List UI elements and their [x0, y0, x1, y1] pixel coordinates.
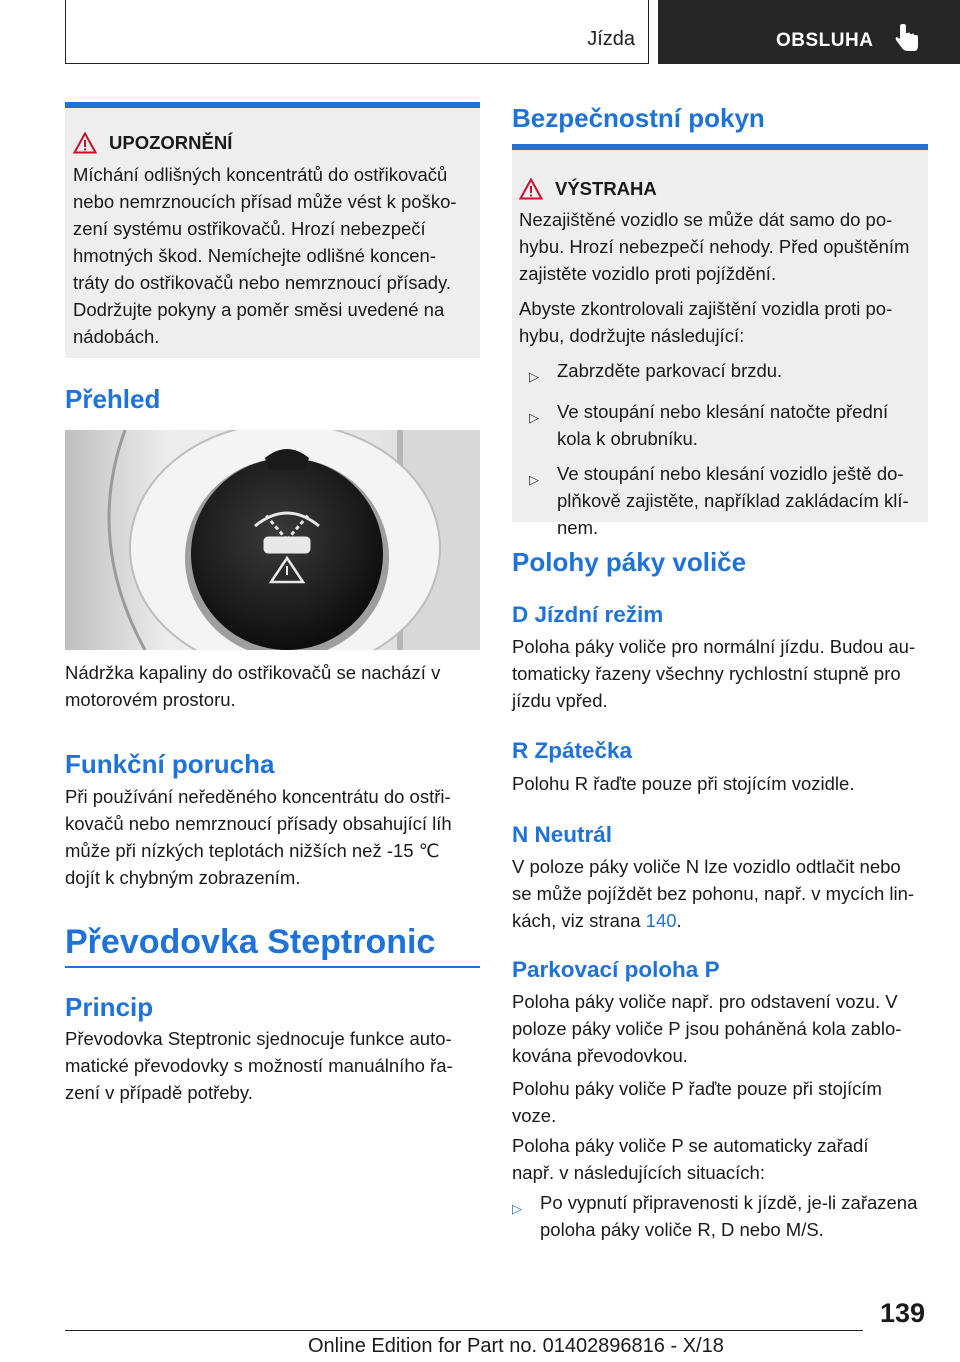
- neutral-text: [512, 853, 928, 934]
- park-bullets: [512, 1189, 928, 1243]
- text-fragment: kách, viz strana: [512, 910, 646, 931]
- text-line: Převodovka Steptronic sjednocuje funkce auto-: [65, 1028, 452, 1049]
- warning-triangle-icon: [73, 132, 97, 154]
- warning-box-caution: [65, 102, 480, 358]
- hand-pointer-icon: [895, 24, 921, 52]
- text-line: Poloha páky voliče P se automaticky zařadí: [512, 1135, 869, 1156]
- warning-box-alert: [512, 144, 928, 538]
- malfunction-heading: Funkční porucha: [65, 749, 275, 779]
- text-line: zajistěte vozidlo proti pojíždění.: [519, 263, 777, 284]
- text-line: např. v následujících situacích:: [512, 1162, 765, 1183]
- chapter-title: Převodovka Steptronic: [65, 923, 436, 961]
- bullet-triangle-icon: ▷: [529, 369, 539, 384]
- text-line: plňkově zajistěte, například zakládacím klí-: [557, 490, 909, 511]
- list-item-text: [540, 1189, 917, 1243]
- chapter-tab[interactable]: [658, 0, 960, 64]
- text-line: Poloha páky voliče pro normální jízdu. Budou au-: [512, 636, 916, 657]
- text-line: motorovém prostoru.: [65, 689, 236, 710]
- text-line: nebo nemrznoucích přísad může vést k poško-: [73, 191, 457, 212]
- text-line: hmotných škod. Nemíchejte odlišné koncen-: [73, 245, 436, 266]
- reverse-text: [512, 770, 928, 797]
- park-p3: [512, 1132, 928, 1186]
- text-line: nádobách.: [73, 326, 160, 347]
- text-line: Abyste zkontrolovali zajištění vozidla proti po-: [519, 298, 893, 319]
- overview-heading: Přehled: [65, 384, 161, 414]
- text-line: dojít k chybným zobrazením.: [65, 867, 301, 888]
- list-item: [529, 460, 920, 541]
- malfunction-text: [65, 783, 480, 891]
- page-number: 139: [880, 1298, 926, 1328]
- text-line: kovačů nebo nemrznoucí přísady obsahující líh: [65, 813, 452, 834]
- washer-reservoir-illustration: [65, 430, 480, 650]
- text-line: Nezajištěné vozidlo se může dát samo do po-: [519, 209, 893, 230]
- reverse-heading: R Zpátečka: [512, 738, 633, 763]
- text-line: poloze páky voliče P jsou poháněná kola zablo-: [512, 1018, 902, 1039]
- warning-title-row: [519, 178, 920, 200]
- list-item: [512, 1189, 928, 1243]
- warning-title: UPOZORNĚNÍ: [109, 132, 233, 153]
- text-fragment: .: [676, 910, 682, 931]
- text-line: Nádržka kapaliny do ostřikovačů se nachází v: [65, 662, 441, 683]
- text-line: Ve stoupání nebo klesání vozidlo ještě do-: [557, 463, 904, 484]
- list-item-text: [557, 398, 888, 452]
- text-line: tráty do ostřikovačů nebo nemrznoucí přísady.: [73, 272, 452, 293]
- selector-heading: Polohy páky voliče: [512, 547, 747, 577]
- bullet-triangle-icon: ▷: [512, 1201, 522, 1216]
- safety-heading: Bezpečnostní pokyn: [512, 103, 765, 133]
- list-item: [529, 357, 920, 390]
- text-line: zení v případě potřeby.: [65, 1082, 253, 1103]
- drive-text: [512, 633, 928, 714]
- text-line: kola k obrubníku.: [557, 428, 698, 449]
- text-line: může při nízkých teplotách nižších než -15 ℃: [65, 840, 440, 861]
- neutral-heading: N Neutrál: [512, 822, 613, 847]
- text-line: Míchání odlišných koncentrátů do ostřikovačů: [73, 164, 448, 185]
- text-line: se může pojíždět bez pohonu, např. v mycích lin-: [512, 883, 915, 904]
- list-item: [529, 398, 920, 452]
- footer-rule: [65, 1330, 863, 1331]
- text-line: Polohu R řaďte pouze při stojícím vozidle.: [512, 773, 855, 794]
- text-line: hybu. Hrozí nebezpečí nehody. Před opuštěním: [519, 236, 910, 257]
- text-line: Ve stoupání nebo klesání natočte přední: [557, 401, 889, 422]
- park-heading: Parkovací poloha P: [512, 957, 720, 982]
- text-line: Poloha páky voliče např. pro odstavení vozu. V: [512, 991, 898, 1012]
- list-item-text: [557, 460, 909, 541]
- warning-text: [73, 161, 470, 350]
- washer-reservoir-photo: [65, 430, 480, 650]
- bullet-triangle-icon: ▷: [529, 472, 539, 487]
- warning-title-row: [73, 132, 470, 154]
- principle-text: [65, 1025, 480, 1106]
- text-line: poloha páky voliče R, D nebo M/S.: [540, 1219, 824, 1240]
- warning-title: VÝSTRAHA: [555, 178, 657, 199]
- park-p2: [512, 1075, 928, 1129]
- warning-triangle-icon: [519, 178, 543, 200]
- text-line: Dodržujte pokyny a poměr směsi uvedené na: [73, 299, 445, 320]
- drive-heading: D Jízdní režim: [512, 602, 664, 627]
- warning-bullets: [519, 357, 920, 541]
- text-line: hybu, dodržujte následující:: [519, 325, 745, 346]
- text-line: kována převodovkou.: [512, 1045, 688, 1066]
- text-line: Zabrzděte parkovací brzdu.: [557, 360, 783, 381]
- chapter-rule: [65, 966, 480, 968]
- warning-p1: [519, 206, 920, 287]
- text-line: Po vypnutí připravenosti k jízdě, je-li zařazena: [540, 1192, 918, 1213]
- text-line: V poloze páky voliče N lze vozidlo odtlačit nebo: [512, 856, 901, 877]
- text-line: Při používání neředěného koncentrátu do ostři-: [65, 786, 451, 807]
- bullet-triangle-icon: ▷: [529, 410, 539, 425]
- text-line: zení systému ostřikovačů. Hrozí nebezpečí: [73, 218, 426, 239]
- text-line: tomaticky řazeny všechny rychlostní stupně pro: [512, 663, 901, 684]
- overview-caption: [65, 659, 480, 713]
- footer-edition: Online Edition for Part no. 01402896816 - X/18: [308, 1335, 724, 1357]
- text-line: voze.: [512, 1105, 557, 1126]
- text-line: [512, 907, 928, 934]
- text-line: nem.: [557, 517, 599, 538]
- text-line: Polohu páky voliče P řaďte pouze při stojícím: [512, 1078, 882, 1099]
- text-line: matické převodovky s možností manuálního řa-: [65, 1055, 453, 1076]
- text-line: jízdu vpřed.: [512, 690, 608, 711]
- list-item-text: [557, 357, 782, 390]
- header-frame: [65, 0, 649, 64]
- section-title: Jízda: [587, 28, 635, 50]
- chapter-label: OBSLUHA: [776, 30, 874, 51]
- warning-p2: [519, 295, 920, 349]
- page-reference-link[interactable]: 140: [645, 910, 677, 931]
- park-p1: [512, 988, 928, 1069]
- principle-heading: Princip: [65, 992, 154, 1022]
